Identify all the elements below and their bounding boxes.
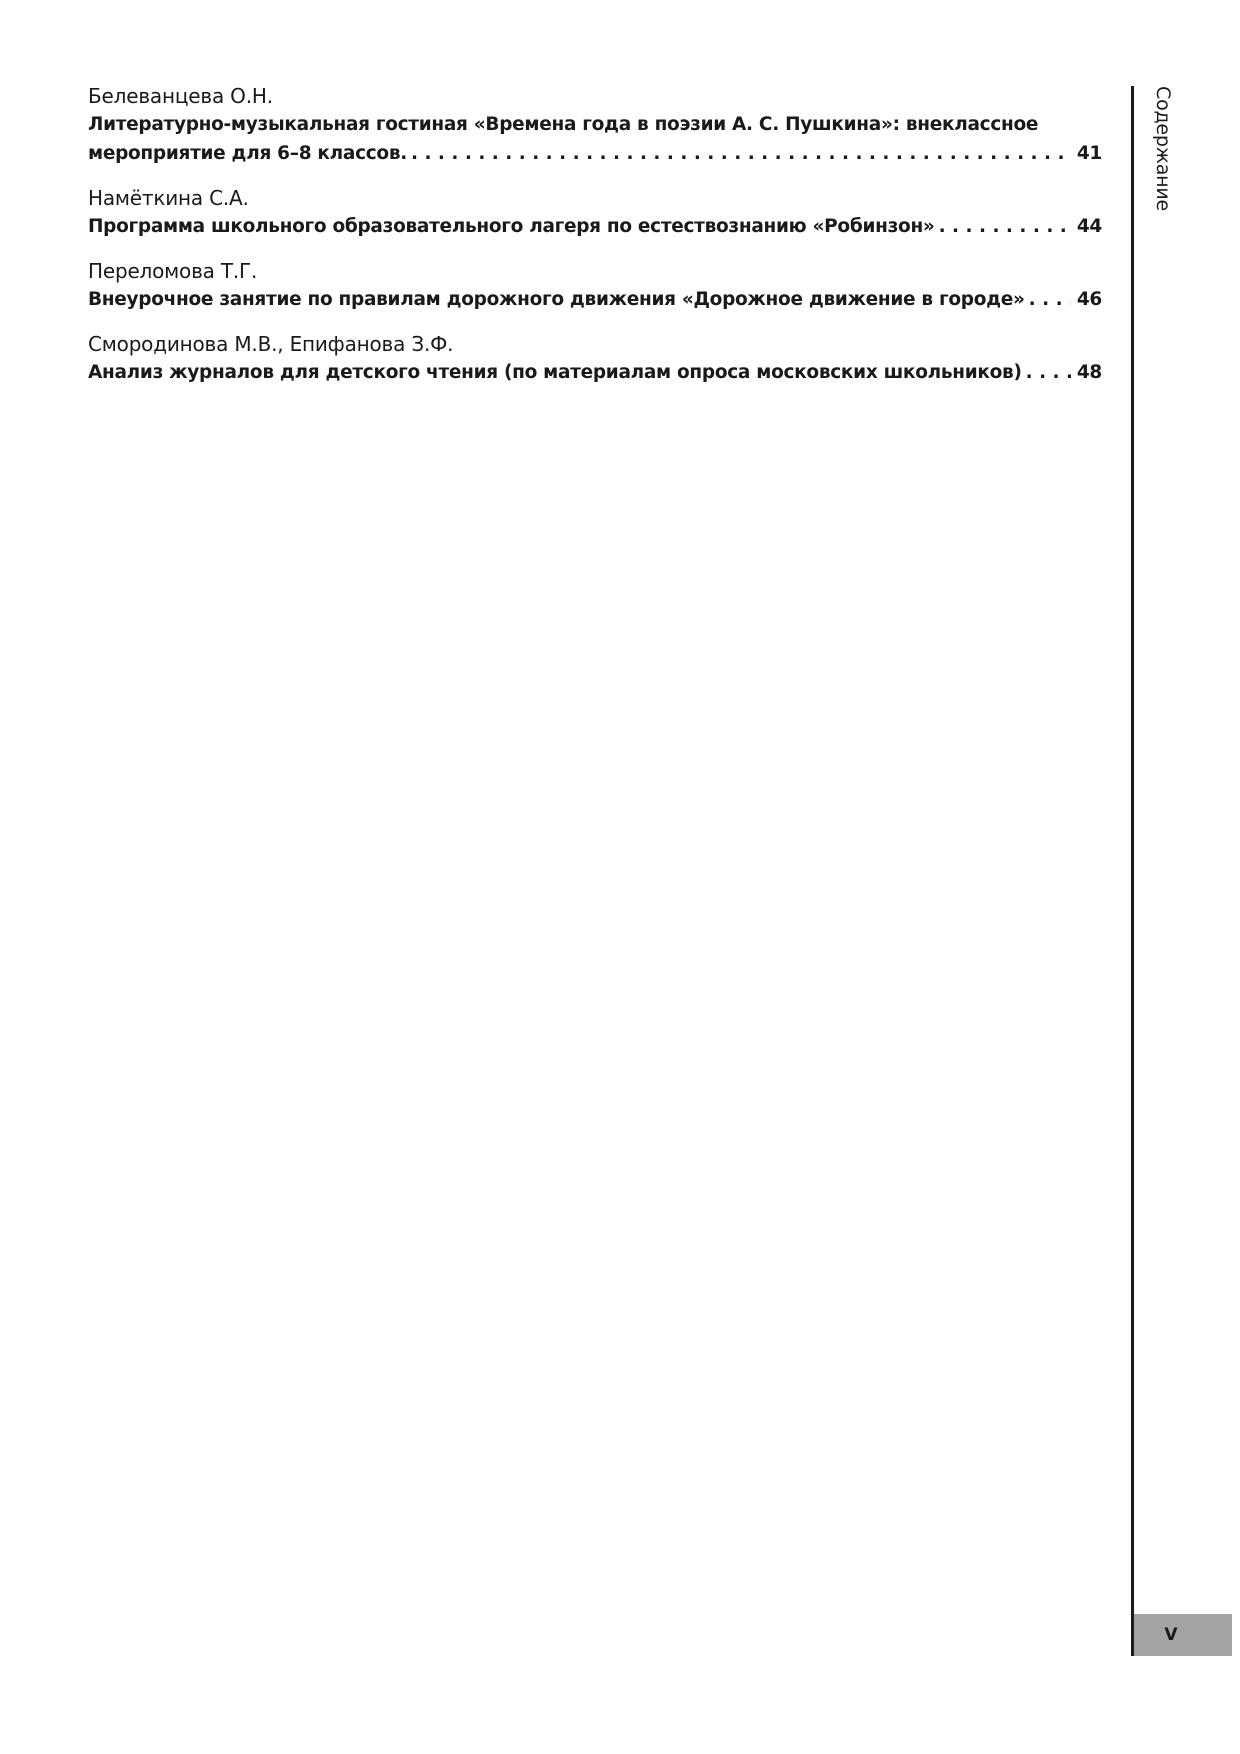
page-number-tab: [1134, 1614, 1232, 1656]
toc-entry: [88, 184, 1102, 241]
toc-entry: [88, 257, 1102, 314]
table-of-contents: [88, 82, 1102, 403]
toc-entry: [88, 82, 1102, 168]
dot-leader: [1026, 358, 1071, 387]
entry-title[interactable]: [88, 212, 1102, 241]
entry-page-number: 48: [1076, 362, 1102, 383]
entry-title-text: Внеурочное занятие по правилам дорожного движения «Дорожное движение в городе»: [88, 289, 1025, 310]
dot-leader: [939, 212, 1071, 241]
page-number: V: [1164, 1625, 1178, 1645]
dot-leader: [1029, 285, 1071, 314]
entry-author: Намёткина С.А.: [88, 186, 249, 210]
entry-page-number: 44: [1076, 216, 1102, 237]
toc-entry: [88, 330, 1102, 387]
entry-author: Смородинова М.В., Епифанова З.Ф.: [88, 332, 454, 356]
entry-author: Белеванцева О.Н.: [88, 84, 273, 108]
entry-title-continued[interactable]: [88, 139, 1102, 168]
entry-title[interactable]: Литературно-музыкальная гостиная «Времена года в поэзии А. С. Пушкина»: внеклассное: [88, 114, 1039, 135]
margin-rule: [1131, 86, 1134, 1656]
dot-leader: [411, 139, 1071, 168]
entry-author: Переломова Т.Г.: [88, 259, 258, 283]
entry-title[interactable]: [88, 358, 1102, 387]
section-label: Содержание: [1152, 86, 1174, 211]
entry-title-text: Программа школьного образовательного лагеря по естествознанию «Робинзон»: [88, 216, 935, 237]
entry-title-text: Анализ журналов для детского чтения (по материалам опроса московских школьников): [88, 362, 1022, 383]
entry-page-number: 46: [1076, 289, 1102, 310]
entry-title[interactable]: [88, 285, 1102, 314]
entry-title-text: мероприятие для 6–8 классов.: [88, 143, 407, 164]
entry-page-number: 41: [1076, 143, 1102, 164]
